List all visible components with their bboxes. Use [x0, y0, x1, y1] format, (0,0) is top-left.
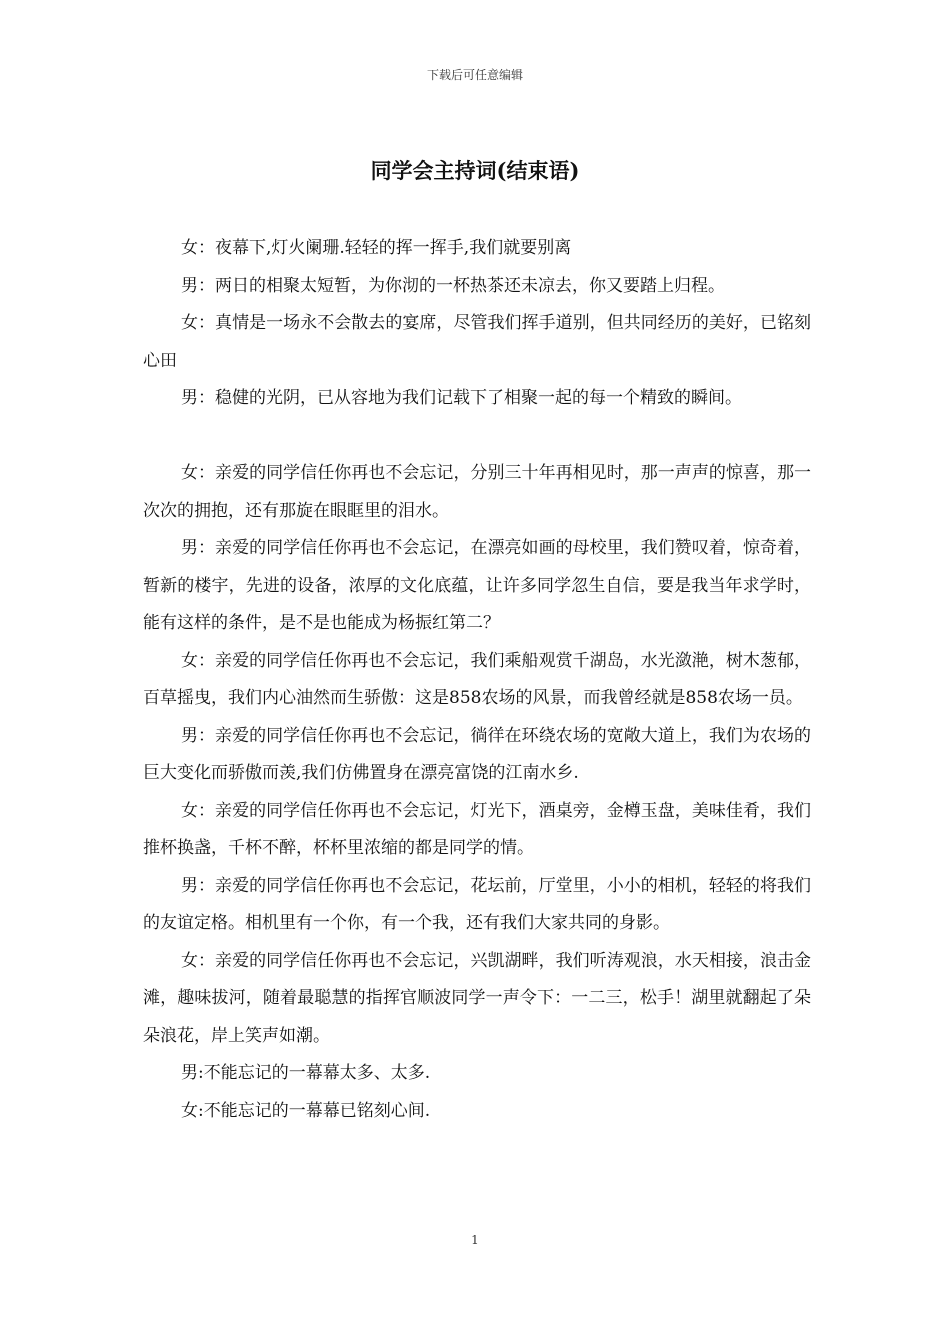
blank-line [143, 418, 811, 456]
paragraph-1: 女：夜幕下,灯火阑珊.轻轻的挥一挥手,我们就要别离 [181, 238, 572, 258]
paragraph-7: 女：亲爱的同学信任你再也不会忘记，我们乘船观赏千湖岛，水光潋滟，树木葱郁，百草摇曳，我们内心油然而生骄傲：这是858农场的风景，而我曾经就是858农场一员。 [143, 650, 811, 708]
header-note: 下载后可任意编辑 [426, 68, 523, 82]
paragraph-8: 男：亲爱的同学信任你再也不会忘记，徜徉在环绕农场的宽敞大道上，我们为农场的巨大变化而骄傲而羡,我们仿佛置身在漂亮富饶的江南水乡. [143, 725, 811, 783]
document-body [143, 230, 811, 1130]
paragraph-5: 女：亲爱的同学信任你再也不会忘记，分别三十年再相见时，那一声声的惊喜，那一次次的拥抱，还有那旋在眼眶里的泪水。 [143, 463, 811, 521]
page-number: 1 [471, 1233, 479, 1247]
paragraph-13: 女:不能忘记的一幕幕已铭刻心间. [181, 1100, 431, 1121]
paragraph-3: 女：真情是一场永不会散去的宴席，尽管我们挥手道别，但共同经历的美好，已铭刻心田 [143, 313, 811, 371]
paragraph-10: 男：亲爱的同学信任你再也不会忘记，花坛前，厅堂里，小小的相机，轻轻的将我们的友谊定格。相机里有一个你，有一个我，还有我们大家共同的身影。 [143, 875, 811, 933]
document-title: 同学会主持词(结束语) [370, 158, 580, 183]
paragraph-9: 女：亲爱的同学信任你再也不会忘记，灯光下，酒桌旁，金樽玉盘，美味佳肴，我们推杯换盏，千杯不醉，杯杯里浓缩的都是同学的情。 [143, 800, 811, 858]
paragraph-6: 男：亲爱的同学信任你再也不会忘记，在漂亮如画的母校里，我们赞叹着，惊奇着，暂新的楼宇，先进的设备，浓厚的文化底蕴，让许多同学忽生自信，要是我当年求学时，能有这样的条件，是不是也能成为杨振红第二？ [143, 538, 811, 633]
paragraph-11: 女：亲爱的同学信任你再也不会忘记，兴凯湖畔，我们听涛观浪，水天相接，浪击金滩，趣味拔河，随着最聪慧的指挥官顺波同学一声令下：一二三，松手！湖里就翻起了朵朵浪花，岸上笑声如潮。 [143, 950, 811, 1046]
paragraph-4: 男：稳健的光阴，已从容地为我们记载下了相聚一起的每一个精致的瞬间。 [181, 388, 742, 408]
paragraph-12: 男:不能忘记的一幕幕太多、太多. [181, 1063, 431, 1083]
paragraph-2: 男：两日的相聚太短暂，为你沏的一杯热茶还未凉去，你又要踏上归程。 [181, 275, 725, 296]
